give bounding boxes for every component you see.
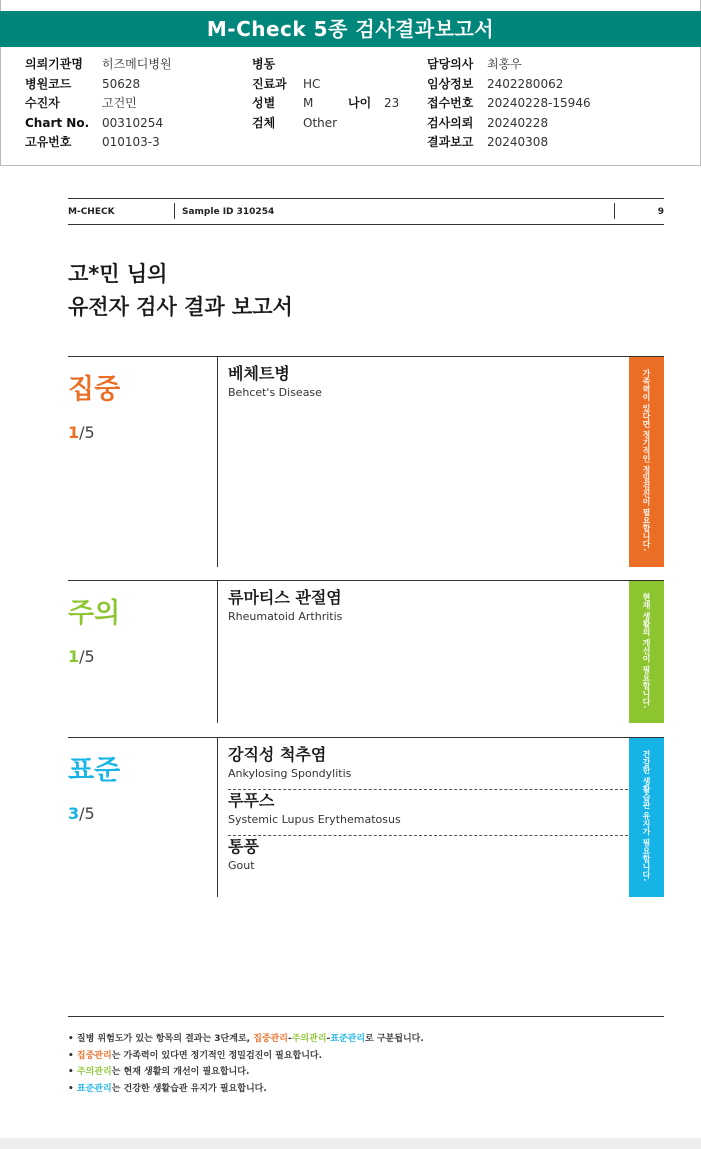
info-label: 임상정보 — [427, 76, 474, 91]
focus-label: 집중관리 — [253, 1034, 288, 1044]
disease-item — [228, 744, 628, 790]
disease-name-ko: 강직성 척추염 — [228, 745, 327, 764]
footnote-text: 로 구분됩니다. — [365, 1034, 424, 1044]
disease-name-en: Rheumatoid Arthritis — [228, 610, 343, 623]
footnote — [68, 1064, 664, 1081]
side-note-text: 가족력이 있다면 정기적인 정밀검진이 필요합니다. — [642, 369, 651, 552]
age-field — [348, 94, 429, 114]
standard-label: 표준관리 — [76, 1083, 112, 1094]
count-total: /5 — [79, 804, 95, 823]
page-header-brand: M-CHECK — [68, 207, 115, 217]
info-value: 20240228 — [487, 115, 549, 130]
footnote — [68, 1048, 664, 1065]
section-standard — [68, 737, 664, 897]
page-header-divider — [174, 203, 175, 219]
section-side-note — [629, 581, 664, 723]
greeting-line-2: 유전자 검사 결과 보고서 — [68, 295, 293, 319]
info-label: 병동 — [252, 57, 276, 71]
patient-info-column-1 — [25, 55, 172, 153]
section-divider — [217, 738, 218, 897]
section-count — [68, 647, 95, 666]
count-value: 3 — [68, 804, 80, 823]
section-title: 표준 — [68, 755, 121, 786]
side-note-text: 건강한 생활습관 유지가 필요합니다. — [642, 750, 651, 882]
info-value: 히즈메디병원 — [102, 57, 172, 71]
section-side-note — [629, 357, 664, 567]
info-value: 010103-3 — [102, 135, 160, 149]
info-value: 50628 — [102, 76, 141, 91]
info-label: 접수번호 — [427, 96, 474, 110]
footnotes — [68, 1016, 664, 1097]
info-label: 검체 — [252, 115, 276, 130]
footnote-text: 는 건강한 생활습관 유지가 필요합니다. — [111, 1083, 267, 1094]
bullet: • — [68, 1067, 74, 1077]
info-label: 병원코드 — [25, 76, 72, 91]
disease-item — [228, 836, 628, 882]
info-value: M — [303, 96, 314, 110]
disease-name-en: Behcet's Disease — [228, 386, 322, 399]
caution-label: 주의관리 — [76, 1067, 112, 1077]
info-value: 23 — [384, 96, 400, 110]
disease-name-ko: 통풍 — [228, 837, 259, 856]
disease-name-en: Ankylosing Spondylitis — [228, 767, 352, 780]
section-title: 주의 — [68, 598, 121, 629]
info-value: 최홍우 — [487, 57, 522, 71]
page-number: 9 — [657, 207, 664, 217]
count-total: /5 — [79, 423, 95, 442]
info-label: 진료과 — [252, 76, 287, 91]
section-focus — [68, 356, 664, 567]
info-value: 20240228-15946 — [487, 96, 591, 110]
info-value: Other — [303, 115, 338, 130]
footnote — [68, 1031, 664, 1048]
footnote-text: 는 가족력이 있다면 정기적인 정밀검진이 필요합니다. — [111, 1050, 323, 1061]
report-greeting — [68, 258, 293, 324]
page-header-sample-id: Sample ID 310254 — [182, 207, 275, 217]
section-caution — [68, 580, 664, 723]
footnote — [68, 1081, 664, 1098]
section-count — [68, 804, 95, 823]
count-total: /5 — [79, 647, 95, 666]
patient-info-column-2 — [252, 55, 429, 133]
patient-info-column-3 — [427, 55, 591, 153]
info-label: 결과보고 — [427, 135, 474, 149]
info-label: 검사의뢰 — [427, 115, 474, 130]
disease-name-ko: 루푸스 — [228, 791, 275, 810]
footnote-text: 는 현재 생활의 개선이 필요합니다. — [111, 1067, 250, 1077]
caution-label: 주의관리 — [291, 1034, 327, 1044]
bullet: • — [68, 1034, 74, 1044]
info-value: 00310254 — [102, 115, 164, 130]
focus-label: 집중관리 — [76, 1050, 112, 1061]
footnote-text: 질병 위험도가 있는 항목의 결과는 3단계로, — [76, 1034, 251, 1044]
info-value: 2402280062 — [487, 76, 564, 91]
info-label: 수진자 — [25, 96, 60, 110]
info-value: HC — [303, 76, 321, 91]
disease-list — [228, 587, 628, 633]
side-note-text: 현재 생활의 개선이 필요합니다. — [642, 593, 651, 709]
greeting-line-1: 고*민 님의 — [68, 262, 168, 286]
info-label: 성별 — [252, 96, 276, 110]
info-label: 담당의사 — [427, 57, 474, 71]
section-title: 집중 — [68, 374, 121, 405]
disease-name-en: Gout — [228, 859, 255, 872]
disease-item — [228, 790, 628, 836]
info-label: 나이 — [348, 96, 372, 110]
info-value: 고건민 — [102, 96, 137, 110]
dash: - — [326, 1034, 331, 1044]
section-divider — [217, 357, 218, 567]
page-header-divider — [614, 203, 615, 219]
info-label: 고유번호 — [25, 135, 72, 149]
disease-item — [228, 363, 628, 409]
disease-name-ko: 류마티스 관절염 — [228, 588, 342, 607]
count-value: 1 — [68, 647, 80, 666]
page-bottom-band — [0, 1138, 701, 1149]
disease-item — [228, 587, 628, 633]
section-side-note — [629, 738, 664, 897]
dash: - — [287, 1034, 292, 1044]
info-label: Chart No. — [25, 115, 90, 130]
page-header — [68, 198, 664, 225]
section-count — [68, 423, 95, 442]
disease-name-ko: 베체트병 — [228, 364, 290, 383]
report-title: M-Check 5종 검사결과보고서 — [0, 11, 701, 47]
section-divider — [217, 581, 218, 723]
bullet: • — [68, 1083, 74, 1094]
info-label: 의뢰기관명 — [25, 57, 83, 71]
disease-name-en: Systemic Lupus Erythematosus — [228, 813, 401, 826]
disease-list — [228, 744, 628, 882]
bullet: • — [68, 1050, 74, 1061]
standard-label: 표준관리 — [330, 1034, 366, 1044]
info-value: 20240308 — [487, 135, 549, 149]
disease-list — [228, 363, 628, 409]
count-value: 1 — [68, 423, 80, 442]
